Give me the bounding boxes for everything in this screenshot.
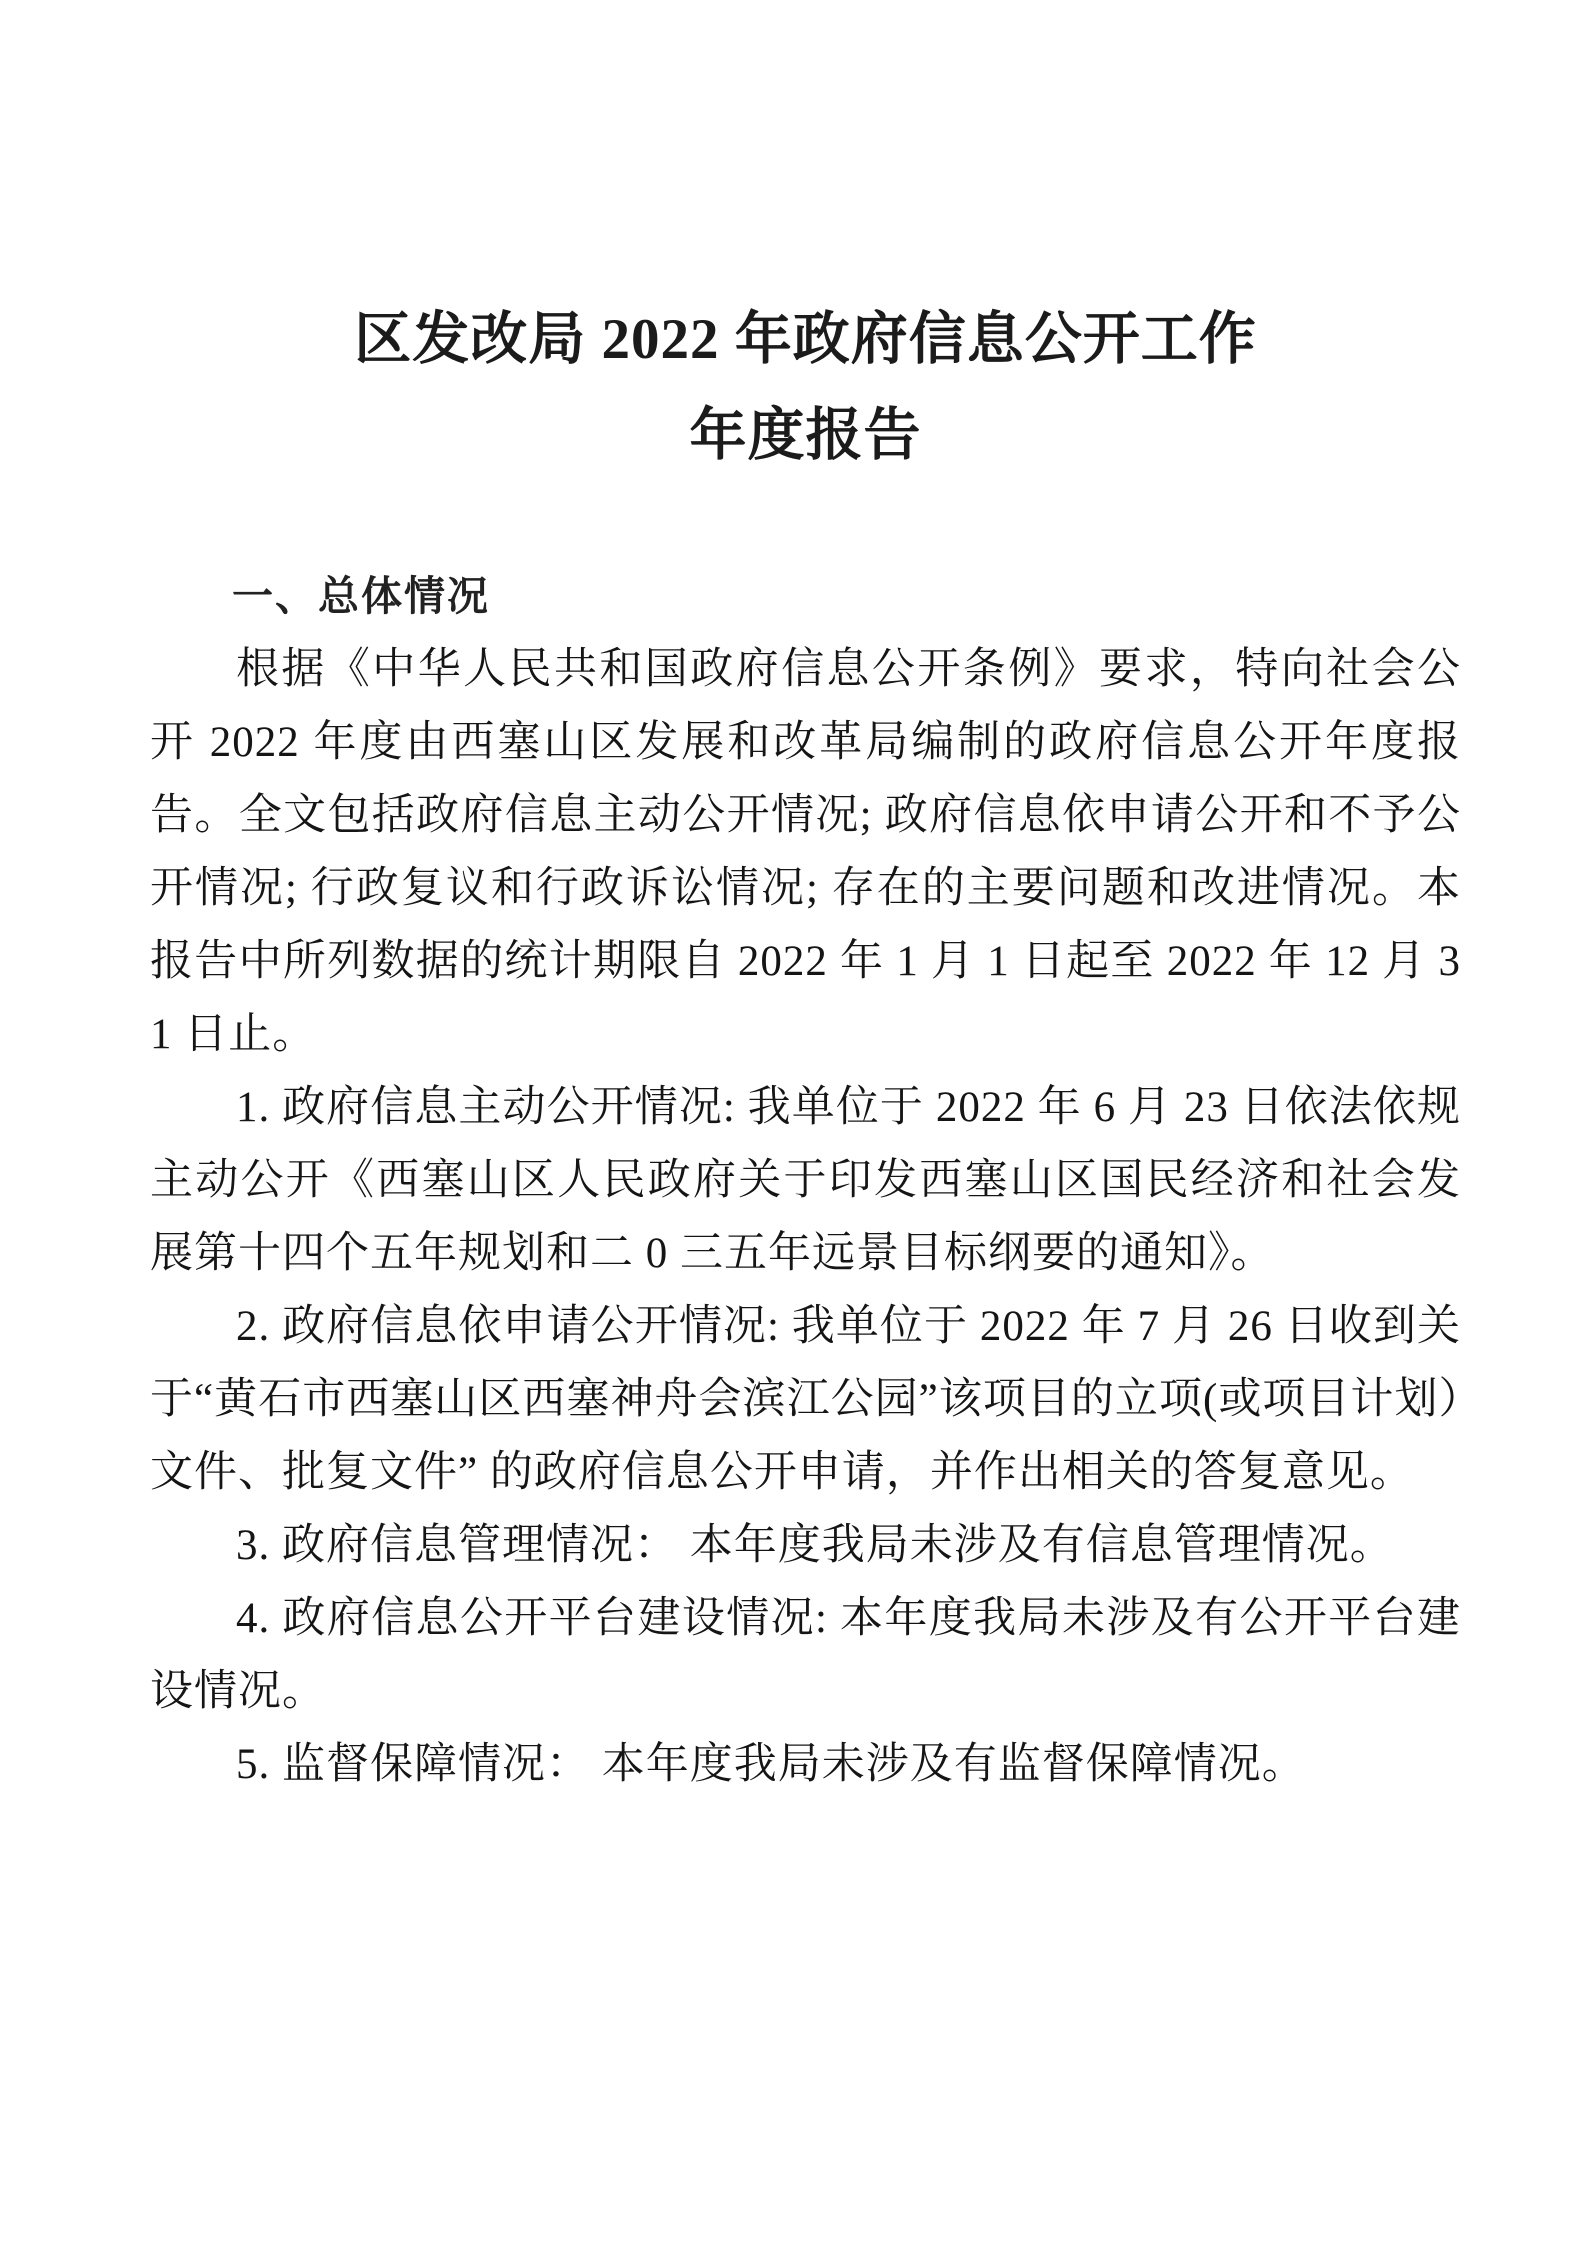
paragraph-information-management: 3. 政府信息管理情况： 本年度我局未涉及有信息管理情况。 bbox=[236, 1522, 1394, 1569]
paragraph-supervision-guarantee: 5. 监督保障情况： 本年度我局未涉及有监督保障情况。 bbox=[236, 1741, 1306, 1788]
paragraph-proactive-disclosure: 1. 政府信息主动公开情况: 我单位于 2022 年 6 月 23 日依法依规主动公开《西塞山区人民政府关于印发西塞山区国民经济和社会发展第十四个五年规划和二 0 三五年远景目标纲要的通知》。 bbox=[150, 1084, 1461, 1277]
report-title bbox=[150, 292, 1461, 484]
paragraph-overview-intro: 根据《中华人民共和国政府信息公开条例》要求，特向社会公开 2022 年度由西塞山区发展和改革局编制的政府信息公开年度报告。全文包括政府信息主动公开情况; 政府信息依申请公开和不予公开情况; 行政复议和行政诉讼情况; 存在的主要问题和改进情况。本报告中所列数据的统计期限自 2022 年 1 月 1 日起至 2022 年 12 月 31 日止。 bbox=[150, 646, 1461, 1058]
section-heading-overview: 一、总体情况 bbox=[232, 573, 490, 619]
paragraph-disclosure-on-request: 2. 政府信息依申请公开情况: 我单位于 2022 年 7 月 26 日收到关于“黄石市西塞山区西塞神舟会滨江公园”该项目的立项(或项目计划）文件、批复文件” 的政府信息公开申请，并作出相关的答复意见。 bbox=[150, 1303, 1461, 1496]
report-title-line1: 区发改局 2022 年政府信息公开工作 bbox=[354, 308, 1257, 371]
report-title-line2: 年度报告 bbox=[689, 404, 922, 467]
paragraph-platform-construction: 4. 政府信息公开平台建设情况: 本年度我局未涉及有公开平台建设情况。 bbox=[150, 1595, 1461, 1715]
